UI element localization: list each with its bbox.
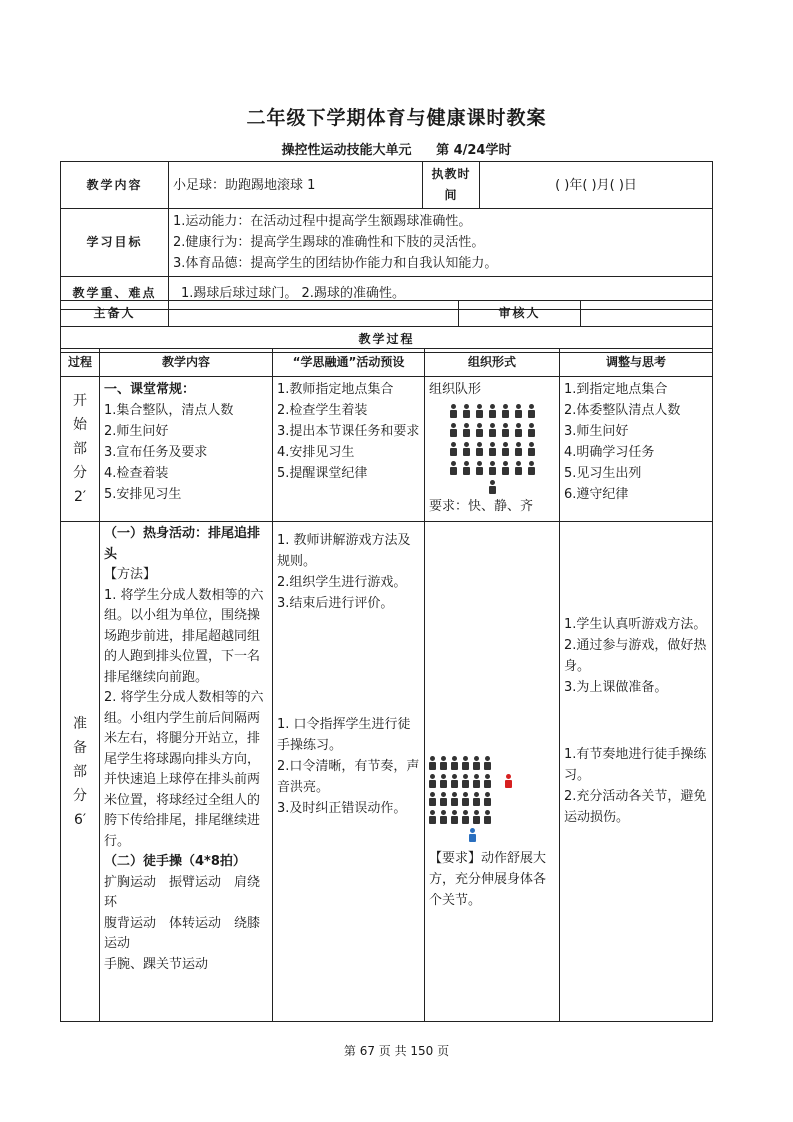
header-adjust: 调整与思考 bbox=[560, 349, 713, 377]
reviewer-value bbox=[581, 301, 713, 327]
student-icon bbox=[451, 810, 458, 824]
student-icon bbox=[489, 423, 496, 437]
prep-activities: 1. 教师讲解游戏方法及规则。 2.组织学生进行游戏。 3.结束后进行评价。 1. 口令指挥学生进行徒手操练习。 2.口令清晰，有节奏，声音洪亮。 3.及时纠正错误动作。 bbox=[273, 522, 425, 1022]
student-icon bbox=[463, 423, 470, 437]
student-icon bbox=[440, 792, 447, 806]
student-icon bbox=[473, 810, 480, 824]
header-phase: 过程 bbox=[61, 349, 100, 377]
header-content: 教学内容 bbox=[100, 349, 273, 377]
student-icon bbox=[463, 442, 470, 456]
prep-organization bbox=[425, 522, 560, 1022]
start-adjust: 1.到指定地点集合 2.体委整队清点人数 3.师生问好 4.明确学习任务 5.见习生出列 6.遵守纪律 bbox=[560, 377, 713, 522]
goal-item: 2.健康行为：提高学生踢球的准确性和下肢的灵活性。 bbox=[173, 235, 485, 250]
student-icon bbox=[429, 792, 436, 806]
goal-item: 3.体育品德：提高学生的团结协作能力和自我认知能力。 bbox=[173, 256, 498, 271]
formation-diagram bbox=[429, 404, 555, 494]
student-icon bbox=[484, 756, 491, 770]
student-icon bbox=[473, 792, 480, 806]
student-icon bbox=[450, 423, 457, 437]
header-organization: 组织形式 bbox=[425, 349, 560, 377]
student-icon bbox=[515, 461, 522, 475]
student-icon bbox=[469, 828, 476, 842]
preparer-value bbox=[169, 301, 459, 327]
student-icon bbox=[484, 774, 491, 788]
staff-table bbox=[60, 300, 713, 353]
reviewer-label: 审核人 bbox=[459, 301, 581, 327]
student-icon bbox=[473, 756, 480, 770]
student-icon bbox=[440, 810, 447, 824]
student-icon bbox=[489, 442, 496, 456]
goals-list bbox=[169, 209, 713, 277]
goal-item: 1.运动能力：在活动过程中提高学生额踢球准确性。 bbox=[173, 214, 472, 229]
start-org-requirement: 要求：快、静、齐 bbox=[429, 499, 534, 514]
preparer-label: 主备人 bbox=[61, 301, 169, 327]
goals-label: 学习目标 bbox=[61, 209, 169, 277]
exec-time-value: ( )年( )月( )日 bbox=[480, 162, 713, 209]
prep-content: （一）热身活动：排尾追排头 【方法】 1. 将学生分成人数相等的六组。以小组为单位，围绕操场跑步前进，排尾超越同组的人跑到排头位置，下一名排尾继续向前跑。 2. 将学生分成人数相等的六组。小组内学生前后间隔两米左右，将腿分开站立，排尾学生将球踢向排头方向，并快速追上球停在排头前两米位置，将球经过全组人的胯下传给排尾，排尾继续进行。 （二）徒手操（4*8拍） 扩胸运动 振臂运动 肩绕环 腹背运动 体转运动 绕膝运动 手腕、踝关节运动 bbox=[100, 522, 273, 1022]
teacher-icon bbox=[489, 480, 496, 494]
student-icon bbox=[502, 461, 509, 475]
student-icon bbox=[502, 404, 509, 418]
student-icon bbox=[489, 461, 496, 475]
start-organization: 组织队形 要求：快、静、齐 bbox=[425, 377, 560, 522]
student-icon bbox=[502, 423, 509, 437]
lesson-number: 第 4/24学时 bbox=[436, 143, 512, 158]
student-icon bbox=[463, 461, 470, 475]
page-title: 二年级下学期体育与健康课时教案 bbox=[246, 107, 547, 129]
student-icon bbox=[462, 792, 469, 806]
exec-time-label: 执教时间 bbox=[423, 162, 480, 209]
process-table bbox=[60, 348, 713, 1022]
start-content: 一、课堂常规： 1.集合整队，清点人数 2.师生问好 3.宣布任务及要求 4.检查着装 5.安排见习生 bbox=[100, 377, 273, 522]
student-icon bbox=[450, 442, 457, 456]
student-icon bbox=[528, 423, 535, 437]
student-icon bbox=[473, 774, 480, 788]
student-icon bbox=[450, 461, 457, 475]
keypoints-label: 教学重、难点 bbox=[61, 277, 169, 310]
student-icon bbox=[451, 774, 458, 788]
student-icon bbox=[515, 442, 522, 456]
student-icon bbox=[476, 442, 483, 456]
student-icon bbox=[489, 404, 496, 418]
student-icon bbox=[484, 792, 491, 806]
student-icon bbox=[476, 404, 483, 418]
student-icon bbox=[528, 404, 535, 418]
student-icon bbox=[429, 810, 436, 824]
prep-adjust: 1.学生认真听游戏方法。 2.通过参与游戏，做好热身。 3.为上课做准备。 1.有节奏地进行徒手操练习。 2.充分活动各关节，避免运动损伤。 bbox=[560, 522, 713, 1022]
student-icon bbox=[450, 404, 457, 418]
student-icon bbox=[440, 774, 447, 788]
keypoints-value: 1.踢球后球过球门。 2.踢球的准确性。 bbox=[169, 277, 713, 310]
student-icon bbox=[528, 461, 535, 475]
student-icon bbox=[484, 810, 491, 824]
student-icon bbox=[476, 423, 483, 437]
student-icon bbox=[462, 810, 469, 824]
header-activities: “学思融通”活动预设 bbox=[273, 349, 425, 377]
student-icon bbox=[476, 461, 483, 475]
start-phase: 开 始 部 分 2′ bbox=[61, 377, 100, 522]
student-icon bbox=[528, 442, 535, 456]
exercise-formation-diagram bbox=[429, 756, 555, 842]
prep-org-requirement: 【要求】动作舒展大方，充分伸展身体各个关节。 bbox=[429, 851, 547, 908]
page-footer: 第 67 页 共 150 页 bbox=[343, 1044, 450, 1058]
student-icon bbox=[451, 756, 458, 770]
lesson-subtitle bbox=[0, 139, 793, 158]
student-icon bbox=[502, 442, 509, 456]
student-icon bbox=[429, 774, 436, 788]
student-icon bbox=[462, 756, 469, 770]
student-icon bbox=[440, 756, 447, 770]
unit-name: 操控性运动技能大单元 bbox=[281, 143, 412, 158]
content-value: 小足球：助跑踢地滚球 1 bbox=[169, 162, 423, 209]
student-icon bbox=[429, 756, 436, 770]
student-icon bbox=[515, 404, 522, 418]
student-icon bbox=[505, 774, 512, 788]
prep-phase: 准 备 部 分 6′ bbox=[61, 522, 100, 1022]
process-label: 教学过程 bbox=[61, 327, 713, 353]
student-icon bbox=[462, 774, 469, 788]
info-table bbox=[60, 161, 713, 310]
content-label: 教学内容 bbox=[61, 162, 169, 209]
student-icon bbox=[463, 404, 470, 418]
student-icon bbox=[451, 792, 458, 806]
student-icon bbox=[515, 423, 522, 437]
start-activities: 1.教师指定地点集合 2.检查学生着装 3.提出本节课任务和要求 4.安排见习生 5.提醒课堂纪律 bbox=[273, 377, 425, 522]
